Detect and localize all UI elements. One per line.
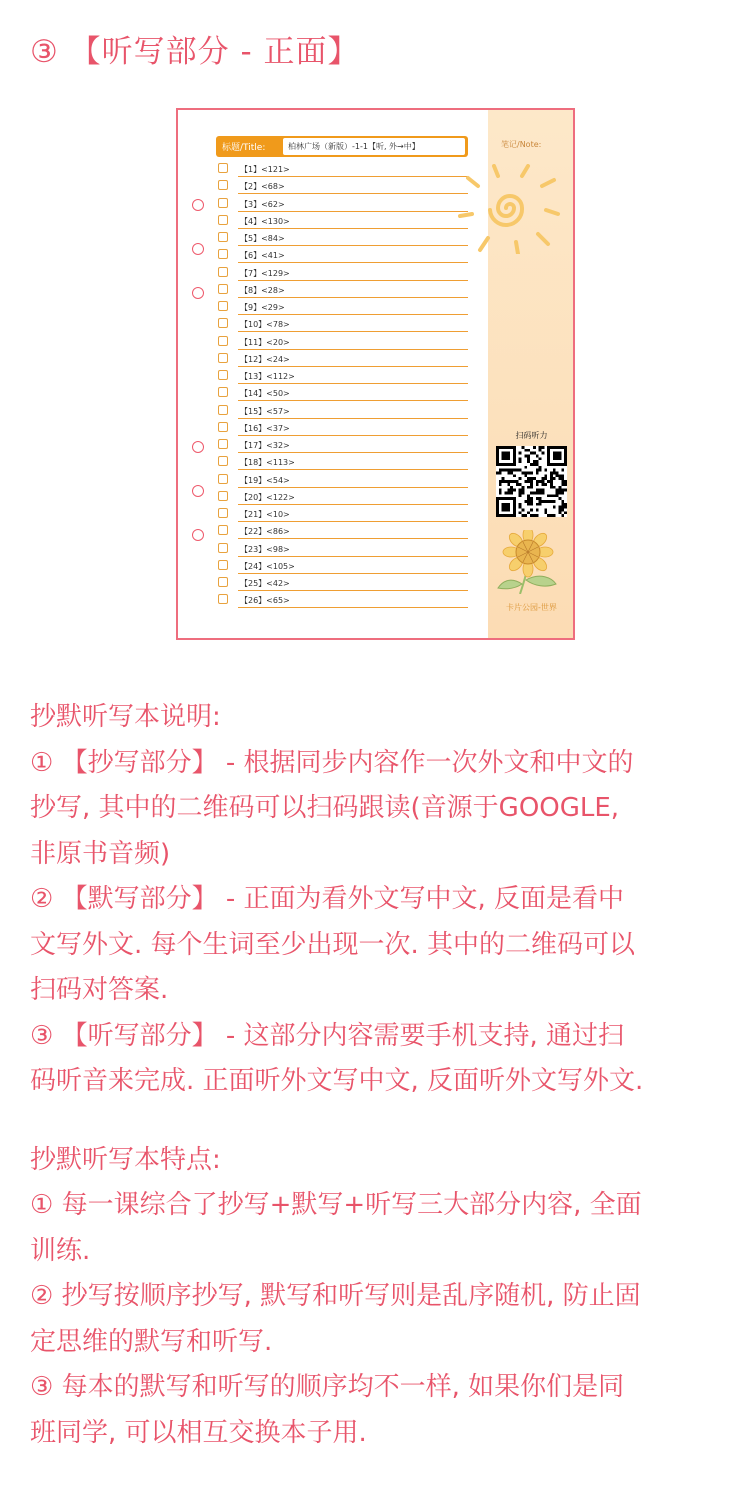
list-item <box>218 559 468 576</box>
word-list <box>218 162 468 611</box>
checkbox-icon[interactable] <box>218 267 228 277</box>
writing-line <box>238 262 468 263</box>
writing-line <box>238 538 468 539</box>
page-heading: ③ 【听写部分 - 正面】 <box>30 34 360 70</box>
title-field: 柏林广场（新版）-1-1【听, 外→中】 <box>283 138 465 155</box>
checkbox-icon[interactable] <box>218 284 228 294</box>
title-bar <box>216 136 468 157</box>
binder-hole-icon <box>192 529 204 541</box>
brand-label: 卡片公园-世界 <box>506 603 557 612</box>
list-item <box>218 352 468 369</box>
list-item <box>218 386 468 403</box>
writing-line <box>238 418 468 419</box>
writing-line <box>238 521 468 522</box>
writing-line <box>238 590 468 591</box>
list-item <box>218 369 468 386</box>
list-item <box>218 283 468 300</box>
checkbox-icon[interactable] <box>218 198 228 208</box>
section-title: 抄默听写本说明: <box>30 702 221 732</box>
writing-line <box>238 435 468 436</box>
item-label: 【9】<29> <box>240 303 285 312</box>
qr-code-icon[interactable] <box>496 446 567 517</box>
item-label: 【5】<84> <box>240 234 285 243</box>
checkbox-icon[interactable] <box>218 336 228 346</box>
list-item <box>218 179 468 196</box>
checkbox-icon[interactable] <box>218 387 228 397</box>
item-label: 【16】<37> <box>240 423 290 433</box>
item-label: 【18】<113> <box>240 458 295 468</box>
list-item <box>218 473 468 490</box>
writing-line <box>238 607 468 608</box>
note-label: 笔记/Note: <box>501 140 542 149</box>
list-item <box>218 214 468 231</box>
list-item <box>218 300 468 317</box>
item-label: 【24】<105> <box>240 561 295 571</box>
list-item <box>218 507 468 524</box>
checkbox-icon[interactable] <box>218 422 228 432</box>
item-label: 【11】<20> <box>240 337 290 347</box>
item-label: 【1】<121> <box>240 165 290 174</box>
list-item <box>218 317 468 334</box>
writing-line <box>238 487 468 488</box>
item-label: 【2】<68> <box>240 182 285 192</box>
writing-line <box>238 400 468 401</box>
checkbox-icon[interactable] <box>218 508 228 518</box>
binder-hole-icon <box>192 287 204 299</box>
notes-panel <box>488 110 575 638</box>
item-label: 【14】<50> <box>240 389 290 399</box>
list-item <box>218 576 468 593</box>
worksheet-card <box>176 108 575 640</box>
writing-line <box>238 366 468 367</box>
checkbox-icon[interactable] <box>218 249 228 259</box>
sun-icon <box>458 164 562 254</box>
binder-hole-icon <box>192 485 204 497</box>
list-item <box>218 404 468 421</box>
writing-line <box>238 556 468 557</box>
checkbox-icon[interactable] <box>218 163 228 173</box>
item-label: 【13】<112> <box>240 372 295 381</box>
description-item: ② 【默写部分】 - 正面为看外文写中文, 反面是看中 文写外文. 每个生词至少出现一次. 其中的二维码可以 扫码对答案. <box>30 884 636 1005</box>
binder-hole-icon <box>192 199 204 211</box>
description-item: ② 抄写按顺序抄写, 默写和听写则是乱序随机, 防止固 定思维的默写和听写. <box>30 1281 641 1357</box>
list-item <box>218 490 468 507</box>
description-item: ③ 【听写部分】 - 这部分内容需要手机支持, 通过扫 码听音来完成. 正面听外文写中文, 反面听外文写外文. <box>30 1020 644 1096</box>
list-item <box>218 335 468 352</box>
writing-line <box>238 211 468 212</box>
checkbox-icon[interactable] <box>218 439 228 449</box>
checkbox-icon[interactable] <box>218 318 228 328</box>
writing-line <box>238 573 468 574</box>
writing-line <box>238 193 468 194</box>
writing-line <box>238 245 468 246</box>
sunflower-icon <box>496 530 562 594</box>
writing-line <box>238 349 468 350</box>
list-item <box>218 455 468 472</box>
qr-label: 扫码听力 <box>515 431 548 440</box>
item-label: 【26】<65> <box>240 596 290 606</box>
checkbox-icon[interactable] <box>218 525 228 535</box>
binder-hole-icon <box>192 243 204 255</box>
description-item: ① 【抄写部分】 - 根据同步内容作一次外文和中文的 抄写, 其中的二维码可以扫码跟读(音源于GOOGLE, 非原书音频) <box>30 747 634 869</box>
title-label: 标题/Title: <box>222 143 266 153</box>
item-label: 【3】<62> <box>240 199 285 209</box>
checkbox-icon[interactable] <box>218 232 228 242</box>
writing-line <box>238 280 468 281</box>
writing-line <box>238 331 468 332</box>
item-label: 【10】<78> <box>240 320 290 330</box>
checkbox-icon[interactable] <box>218 474 228 484</box>
item-label: 【17】<32> <box>240 441 290 450</box>
description-item: ③ 每本的默写和听写的顺序均不一样, 如果你们是同 班同学, 可以相互交换本子用. <box>30 1372 625 1448</box>
writing-line <box>238 228 468 229</box>
item-label: 【19】<54> <box>240 475 290 485</box>
checkbox-icon[interactable] <box>218 301 228 311</box>
binder-hole-icon <box>192 441 204 453</box>
writing-line <box>238 314 468 315</box>
item-label: 【4】<130> <box>240 216 290 226</box>
list-item <box>218 524 468 541</box>
item-label: 【12】<24> <box>240 354 290 364</box>
description-item: ① 每一课综合了抄写+默写+听写三大部分内容, 全面 训练. <box>30 1190 642 1266</box>
checkbox-icon[interactable] <box>218 215 228 225</box>
checkbox-icon[interactable] <box>218 353 228 363</box>
checkbox-icon[interactable] <box>218 560 228 570</box>
checkbox-icon[interactable] <box>218 577 228 587</box>
item-label: 【21】<10> <box>240 510 290 519</box>
checkbox-icon[interactable] <box>218 405 228 415</box>
list-item <box>218 162 468 179</box>
item-label: 【22】<86> <box>240 527 290 537</box>
checkbox-icon[interactable] <box>218 180 228 190</box>
item-label: 【23】<98> <box>240 544 290 554</box>
item-label: 【6】<41> <box>240 251 285 261</box>
description <box>30 695 730 1456</box>
writing-line <box>238 297 468 298</box>
checkbox-icon[interactable] <box>218 456 228 466</box>
section-title: 抄默听写本特点: <box>30 1144 221 1175</box>
item-label: 【15】<57> <box>240 406 290 416</box>
checkbox-icon[interactable] <box>218 594 228 604</box>
item-label: 【8】<28> <box>240 285 285 295</box>
list-item <box>218 438 468 455</box>
item-label: 【20】<122> <box>240 492 295 502</box>
list-item <box>218 593 468 610</box>
list-item <box>218 248 468 265</box>
list-item <box>218 542 468 559</box>
writing-line <box>238 383 468 384</box>
checkbox-icon[interactable] <box>218 491 228 501</box>
item-label: 【7】<129> <box>240 268 290 278</box>
writing-line <box>238 176 468 177</box>
writing-line <box>238 469 468 470</box>
list-item <box>218 197 468 214</box>
list-item <box>218 421 468 438</box>
checkbox-icon[interactable] <box>218 543 228 553</box>
list-item <box>218 231 468 248</box>
list-item <box>218 266 468 283</box>
checkbox-icon[interactable] <box>218 370 228 380</box>
item-label: 【25】<42> <box>240 579 290 588</box>
writing-line <box>238 504 468 505</box>
writing-line <box>238 452 468 453</box>
